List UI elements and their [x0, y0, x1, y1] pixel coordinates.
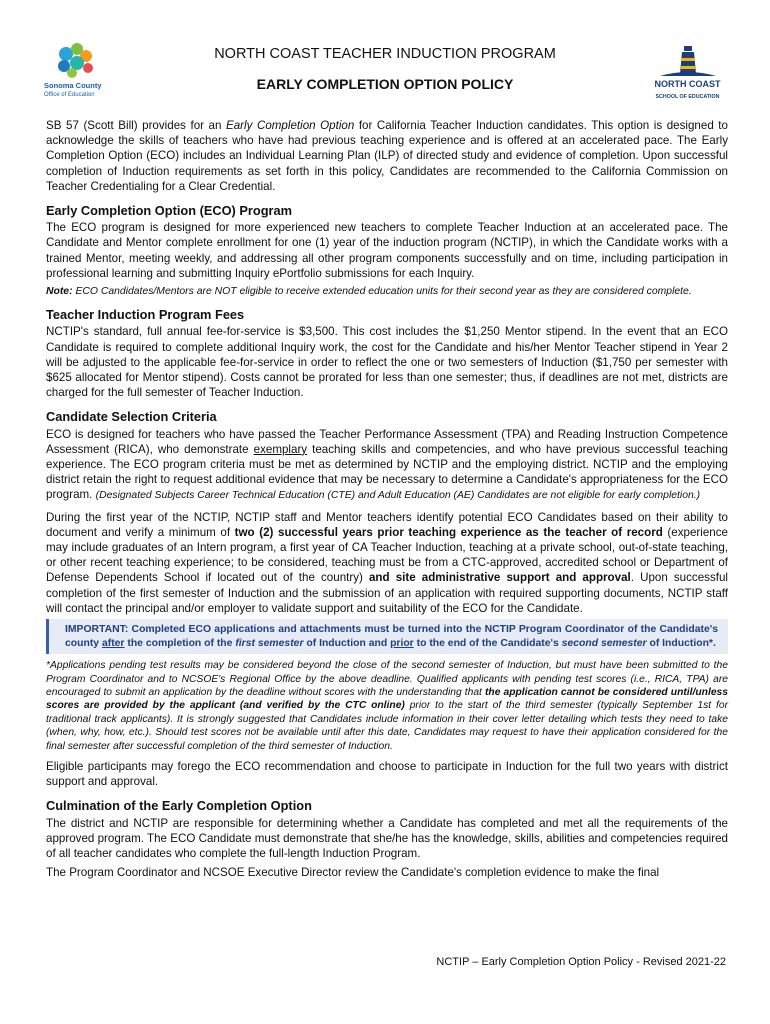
- criteria-p2-d: and site administrative support and approval: [368, 571, 631, 585]
- criteria-paragraph-3: Eligible participants may forego the ECO recommendation and choose to participate in Induction for the full two years with district support and approval.: [46, 759, 728, 789]
- callout-a: IMPORTANT: Completed ECO applications and attachments must be turned into the NCTIP Program Coordinator of the Candidate's county: [65, 624, 718, 650]
- eco-program-paragraph: The ECO program is designed for more experienced new teachers to complete Teacher Induction at an accelerated pace. The Candidate and Mentor complete enrollment for one (1) year of the induction program (NCTIP), in which the Candidate works with a trained Mentor, meeting weekly, and addressing all other program components successfully and on time, including participation in professional learning and submitting Inquiry ePortfolio submissions for each Inquiry.: [46, 221, 728, 280]
- criteria-p2-c: (experience may include graduates of an Intern program, a first year of CA Teacher Induction, teaching at a private school, out-of-state teaching, or other recent teaching experience; to be considered, teaching must be from a CTC-approved, accredited school or Department of Defense Dependents School if located out of the country): [46, 525, 728, 585]
- criteria-p1-d: (Designated Subjects Career Technical Education (CTE) and Adult Education (AE) Candidates are not eligible for early completion.): [95, 490, 701, 502]
- eco-note: [46, 285, 728, 298]
- criteria-heading: Candidate Selection Criteria: [46, 409, 217, 425]
- criteria-p2-b: two (2) successful years prior teaching experience as the teacher of record: [234, 525, 663, 539]
- logo-right-line1: NORTH COAST: [654, 79, 721, 89]
- criteria-p1-b: exemplary: [253, 442, 308, 456]
- callout-e: of Induction and: [303, 638, 391, 650]
- intro-text-a: SB 57 (Scott Bill) provides for an: [46, 119, 226, 132]
- culmination-paragraph-1: The district and NCTIP are responsible for determining whether a Candidate has completed and met all the requirements of the approved program. The ECO Candidate must demonstrate that she/he has the knowledge, skills, abilities and competencies required of all teacher candidates who complete the full-length Induction Program.: [46, 816, 728, 860]
- intro-paragraph: [46, 118, 728, 194]
- criteria-p1-c: teaching skills and competencies, and who have previous successful teaching experience. The ECO program criteria must be met as determined by NCTIP and the employing district. NCTIP and the employing district retain the right to request additional evidence that may be necessary to determine a Candidate's appropriateness for the ECO program.: [46, 442, 728, 502]
- important-callout: [46, 619, 728, 654]
- footnote-b: the application cannot be considered until/unless scores are provided by the applicant (and verified by the CTC online): [46, 686, 728, 712]
- callout-d: first semester: [235, 638, 304, 650]
- pending-scores-footnote: [46, 659, 728, 753]
- fees-heading: Teacher Induction Program Fees: [46, 307, 245, 323]
- logo-right-line2: SCHOOL OF EDUCATION: [655, 94, 720, 100]
- callout-c: the completion of the: [124, 638, 236, 650]
- eco-program-heading: Early Completion Option (ECO) Program: [46, 203, 293, 219]
- callout-f: prior: [390, 638, 414, 650]
- fees-paragraph: NCTIP's standard, full annual fee-for-service is $3,500. This cost includes the $1,250 Mentor stipend. In the event that an ECO Candidate is required to complete additional Inquiry work, the cost for the Candidate and his/her Mentor Teacher stipend in Year 2 will be adjusted to the applicable fee-for-service in order to reflect the one or two semesters of Induction ($1,750 per semester with $625 allocated for Mentor stipend). Costs cannot be prorated for less than one semester; thus, if deadlines are not met, districts are charged for the full semester of Teacher Induction.: [46, 325, 728, 400]
- callout-g: to the end of the Candidate's: [413, 638, 562, 650]
- callout-i: of Induction*.: [646, 638, 716, 650]
- criteria-p1-a: ECO is designed for teachers who have passed the Teacher Performance Assessment (TPA) and Reading Instruction Competence Assessment (RICA), who demonstrate: [46, 427, 728, 456]
- criteria-paragraph-2: [46, 510, 728, 616]
- eco-note-text: ECO Candidates/Mentors are NOT eligible to receive extended education units for their second year as they are considered complete.: [72, 286, 692, 298]
- criteria-paragraph-1: [46, 427, 728, 504]
- intro-text-c: for California Teacher Induction candidates. This option is designed to acknowledge the skills of teachers who have had previous teaching experience and is offered at an accelerated pace. The Early Completion Option (ECO) includes an Individual Learning Plan (ILP) of directed study and evidence of completion. Upon successful completion of Induction requirements as set forth in this policy, Candidates are recommended to the California Commission on Teacher Credentialing for a Clear Credential.: [46, 119, 728, 193]
- culmination-heading: Culmination of the Early Completion Option: [46, 798, 312, 814]
- callout-h: second semester: [561, 638, 647, 650]
- page-footer: NCTIP – Early Completion Option Policy - Revised 2021-22: [436, 956, 726, 968]
- culmination-paragraph-2: The Program Coordinator and NCSOE Executive Director review the Candidate's completion evidence to make the final: [46, 866, 660, 880]
- intro-text-b: Early Completion Option: [226, 119, 355, 132]
- policy-title: EARLY COMPLETION OPTION POLICY: [256, 76, 514, 92]
- logo-left-line2: Office of Education: [44, 92, 95, 98]
- eco-note-label: Note:: [46, 286, 73, 298]
- program-title: NORTH COAST TEACHER INDUCTION PROGRAM: [214, 46, 556, 62]
- logo-left-line1: Sonoma County: [44, 81, 102, 90]
- callout-b: after: [101, 638, 125, 650]
- criteria-p2-a: During the first year of the NCTIP, NCTIP staff and Mentor teachers identify potential ECO Candidates based on their ability to document and verify a minimum of: [46, 510, 728, 539]
- footnote-c: prior to the start of the third semester (typically September 1st for traditional track applicants). It is strongly suggested that Candidates include information in their cover letter detailing which tests they need to take (when, why, how, etc.). Should test scores not be available until after this date, Candidates may request to have their application considered for the final semester after successful completion of the third semester of Induction.: [46, 700, 728, 752]
- criteria-p2-e: . Upon successful completion of the first semester of Induction and the submission of an application with required supporting documents, NCTIP staff will contact the principal and/or employer to validate support and suitability of the ECO for the Candidate.: [46, 571, 729, 615]
- document-body: [46, 118, 728, 880]
- footnote-a: *Applications pending test results may be considered beyond the close of the second semester of Induction, but must have been submitted to the Program Coordinator and to NCSOE's Regional Office by the above deadline. Qualified applicants with pending test scores (i.e., RICA, TPA) are encouraged to submit an application by the deadline without scores with the understanding that: [46, 660, 728, 698]
